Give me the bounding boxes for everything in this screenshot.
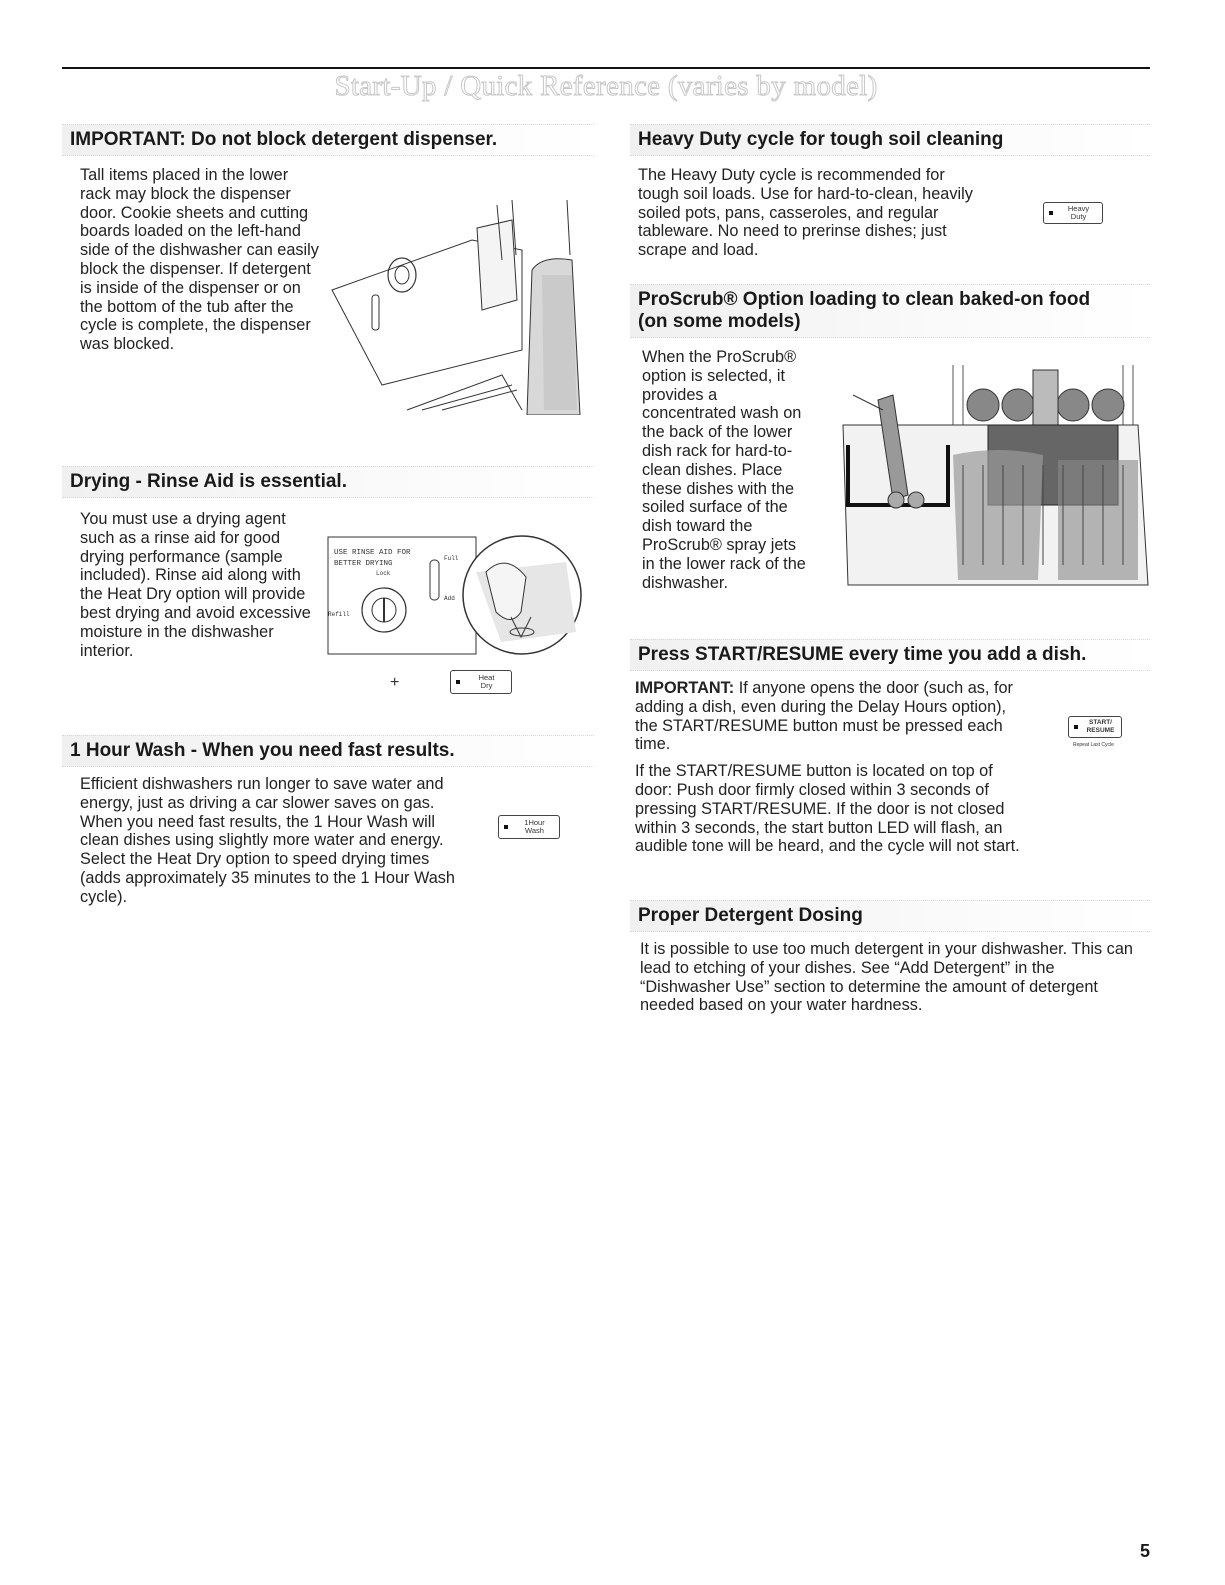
- page-number: 5: [1139, 1541, 1150, 1561]
- rinse-aid-illustration: [326, 532, 582, 658]
- start-resume-important-label: IMPORTANT:: [635, 679, 735, 697]
- one-hour-wash-button-label: 1Hour Wash: [524, 818, 545, 835]
- heavy-duty-button-label: Heavy Duty: [1067, 204, 1090, 221]
- heavy-duty-button[interactable]: [1043, 202, 1103, 224]
- detergent-body: It is possible to use too much detergent in your dishwasher. This can lead to etching of your dishes. See “Add Detergent” in the “Dishwasher Use” section to determine the amount of detergent needed based on your water hardness.: [640, 940, 1133, 1015]
- plus-sign: +: [390, 674, 400, 691]
- led-indicator: [1049, 211, 1053, 215]
- led-indicator: [1074, 725, 1078, 729]
- page-title: Start-Up / Quick Reference (varies by model): [334, 70, 878, 102]
- important-body: Tall items placed in the lower rack may block the dispenser door. Cookie sheets and cutting boards loaded on the left-hand side of the dishwasher can easily block the dispenser. If detergent is inside of the dispenser or on the bottom of the tub after the cycle is complete, the dispenser was blocked.: [80, 166, 319, 354]
- hour-wash-body: Efficient dishwashers run longer to save water and energy, just as driving a car slower saves on gas. When you need fast results, the 1 Hour Wash will clean dishes using slightly more water and energy. Select the Heat Dry option to speed drying times (adds approximately 35 minutes to the 1 Hour Wash cycle).: [80, 775, 455, 906]
- start-resume-body: [635, 679, 1030, 864]
- heavy-duty-body: The Heavy Duty cycle is recommended for tough soil loads. Use for hard-to-clean, heavily soiled pots, pans, casseroles, and regular tableware. No need to prerinse dishes; just scrape and load.: [638, 166, 973, 260]
- heading-important: IMPORTANT: Do not block detergent dispenser.: [62, 124, 594, 156]
- heading-detergent: Proper Detergent Dosing: [630, 900, 1150, 932]
- illus-refill: Refill: [328, 611, 350, 618]
- proscrub-heading-line2: (on some models): [638, 311, 801, 332]
- heat-dry-button-label: Heat Dry: [478, 673, 495, 690]
- heading-hour-wash: 1 Hour Wash - When you need fast results.: [62, 735, 594, 767]
- illus-text-line2: BETTER DRYING: [334, 560, 393, 568]
- heading-proscrub: [630, 284, 1150, 338]
- start-resume-button-label: START/ RESUME: [1086, 719, 1115, 734]
- drying-body: You must use a drying agent such as a rinse aid for good drying performance (sample included). Rinse aid along with the Heat Dry option will provide best drying and avoid excessive moisture in the dishwasher interior.: [80, 510, 311, 660]
- led-indicator: [456, 680, 460, 684]
- top-rule: [62, 67, 1150, 69]
- start-resume-para2: If the START/RESUME button is located on top of door: Push door firmly closed within 3 seconds of pressing START/RESUME. If the door is not closed within 3 seconds, the start button LED will flash, an audible tone will be heard, and the cycle will not start.: [635, 762, 1020, 856]
- heat-dry-button[interactable]: [450, 670, 512, 694]
- illus-full: Full: [444, 555, 459, 562]
- one-hour-wash-button[interactable]: [498, 815, 560, 839]
- dispenser-illustration: [322, 200, 582, 415]
- start-resume-button[interactable]: [1068, 716, 1122, 738]
- start-resume-button-caption: Repeat Last Cycle: [1073, 742, 1114, 748]
- heading-drying: Drying - Rinse Aid is essential.: [62, 466, 594, 498]
- led-indicator: [504, 825, 508, 829]
- proscrub-body: When the ProScrub® option is selected, it provides a concentrated wash on the back of the lower dish rack for hard-to-clean dishes. Place these dishes with the soiled surface of the dish toward the ProScrub® spray jets in the lower rack of the dishwasher.: [642, 348, 806, 592]
- proscrub-rack-illustration: [838, 365, 1150, 587]
- heading-heavy-duty: Heavy Duty cycle for tough soil cleaning: [630, 124, 1150, 156]
- heading-start-resume: Press START/RESUME every time you add a dish.: [630, 639, 1150, 671]
- proscrub-heading-line1: ProScrub® Option loading to clean baked-on food: [638, 289, 1091, 310]
- illus-text-line1: USE RINSE AID FOR: [334, 549, 411, 557]
- start-resume-para1: If anyone opens the door (such as, for adding a dish, even during the Delay Hours option), the START/RESUME button must be pressed each time.: [635, 679, 1013, 754]
- illus-lock: Lock: [376, 570, 391, 577]
- illus-add: Add: [444, 595, 455, 602]
